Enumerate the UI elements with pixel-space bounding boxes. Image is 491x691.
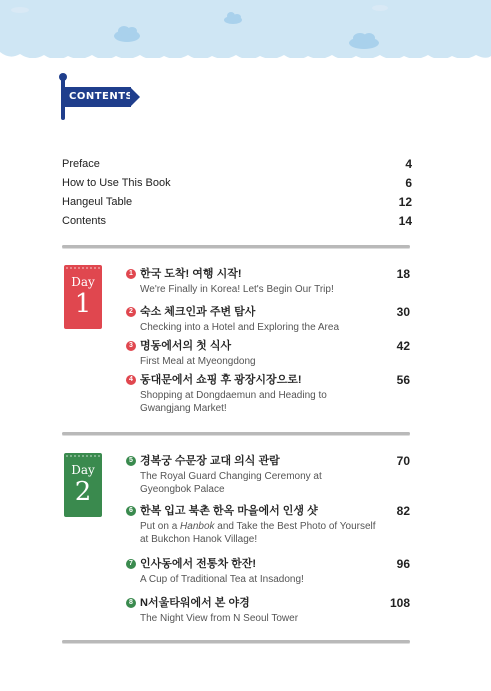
chapter-number-badge: 1 [126,269,136,279]
chapter-title-korean: 한복 입고 북촌 한옥 마을에서 인생 샷 [140,505,318,517]
section-divider [62,245,410,248]
chapter-number-badge: 4 [126,375,136,385]
chapter-number-badge: 5 [126,456,136,466]
toc-page-number: 6 [405,176,412,190]
section-divider [62,640,410,643]
day-1-tag [64,265,102,329]
sky-header [0,0,491,58]
chapter-title-korean: 인사동에서 전통차 한잔! [140,558,257,570]
contents-banner: CONTENTS [65,87,131,107]
chapter-page-number: 96 [396,557,410,571]
chapter-title-english: Checking into a Hotel and Exploring the Area [140,322,340,333]
chapter-title-korean: 한국 도착! 여행 시작! [140,268,242,280]
flag-arrow-icon [130,87,140,107]
chapter-title-korean: 경복궁 수문장 교대 의식 관람 [140,455,280,467]
section-divider [62,432,410,435]
toc-row-how-to-use[interactable] [62,175,412,191]
toc-page-number: 4 [405,157,412,171]
toc-label: Contents [62,215,107,227]
chapter-title-korean: N서울타워에서 본 야경 [140,597,250,609]
toc-row-contents[interactable] [62,213,412,229]
chapter-title-english: The Royal Guard Changing Ceremony at Gyeongbok Palace [140,471,322,495]
chapter-number-badge: 7 [126,559,136,569]
chapter-title-english [140,520,380,546]
english-text: and Take the Best Photo of Yourself at Bukchon Hanok Village! [140,521,376,545]
toc-page-number: 14 [398,214,412,228]
chapter-title-english: First Meal at Myeongdong [140,356,256,367]
day-number: 2 [74,477,92,507]
chapter-page-number: 56 [396,373,410,387]
english-italic-text: Hanbok [180,521,215,532]
toc-page-number: 12 [398,195,412,209]
chapter-title-english: The Night View from N Seoul Tower [140,613,299,624]
chapter-number-badge: 2 [126,307,136,317]
toc-row-preface[interactable] [62,156,412,172]
english-text: Put on a [140,521,181,532]
toc-row-hangeul-table[interactable] [62,194,412,210]
chapter-title-korean: 동대문에서 쇼핑 후 광장시장으로! [140,374,302,386]
cloud-icon [224,12,242,24]
chapter-page-number: 18 [396,267,410,281]
chapter-title-english: A Cup of Traditional Tea at Insadong! [140,574,304,585]
stitch-edge-icon [64,265,102,271]
day-2-tag [64,453,102,517]
day-label: Day [71,463,95,477]
day-label: Day [71,275,95,289]
cloud-icon [114,26,140,42]
toc-label: Preface [62,158,100,170]
cloud-icon [11,5,388,13]
cloud-border-icon [0,0,491,70]
chapter-title-korean: 명동에서의 첫 식사 [140,340,232,352]
chapter-title-english: Shopping at Dongdaemun and Heading to Gwangjang Market! [140,390,327,414]
chapter-number-badge: 6 [126,506,136,516]
chapter-page-number: 30 [396,305,410,319]
chapter-page-number: 42 [396,339,410,353]
chapter-page-number: 108 [389,596,410,610]
chapter-number-badge: 3 [126,341,136,351]
chapter-title-korean: 숙소 체크인과 주변 탐사 [140,306,256,318]
chapter-number-badge: 8 [126,598,136,608]
toc-label: How to Use This Book [62,177,171,189]
chapter-page-number: 82 [396,504,410,518]
cloud-icon [349,33,379,49]
chapter-title-english: We're Finally in Korea! Let's Begin Our Trip! [140,284,334,295]
chapter-page-number: 70 [396,454,410,468]
day-number: 1 [74,289,92,319]
stitch-edge-icon [64,453,102,459]
toc-label: Hangeul Table [62,196,133,208]
